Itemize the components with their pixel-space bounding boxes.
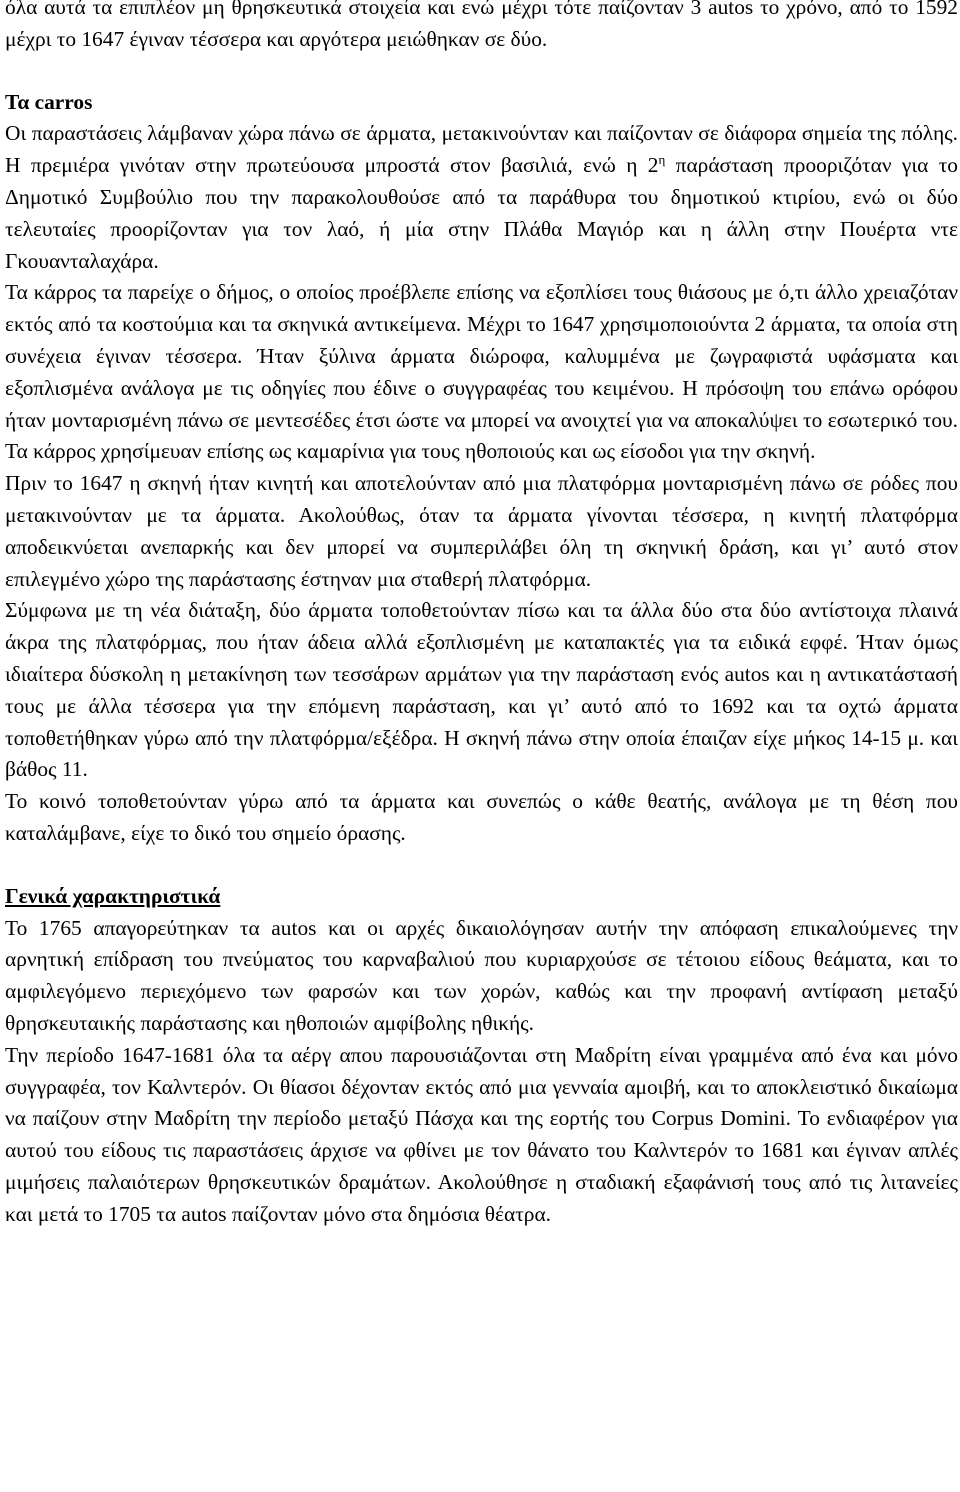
section-heading-carros: Τα carros	[5, 89, 93, 114]
intro-paragraph: όλα αυτά τα επιπλέον μη θρησκευτικά στοιχεία και ενώ μέχρι τότε παίζονταν 3 autos το χρόνο, από το 1592 μέχρι το 1647 έγιναν τέσσερα και αργότερα μειώθηκαν σε δύο.	[5, 0, 958, 51]
carros-paragraph-4: Σύμφωνα με τη νέα διάταξη, δύο άρματα τοποθετούνταν πίσω και τα άλλα δύο στα δύο αντίστοιχα πλαινά άκρα της πλατφόρμας, που ήταν άδεια αλλά εξοπλισμένη με καταπακτές για τα ειδικά εφφέ. Ήταν όμως ιδιαίτερα δύσκολη η μετακίνηση των τεσσάρων αρμάτων για την παράσταση ενός autos και η αντικατάστασή τους με άλλα τέσσερα για την επόμενη παράσταση, και γι’ αυτό από το 1692 και τα οχτώ άρματα τοποθετήθηκαν γύρω από την πλατφόρμα/εξέδρα. Η σκηνή πάνω στην οποία έπαιζαν είχε μήκος 14-15 μ. και βάθος 11.	[5, 598, 958, 782]
carros-paragraph-1-text-a: Οι παραστάσεις λάμβαναν χώρα πάνω σε άρματα, μετακινούνταν και παίζονταν σε διάφορα σημεία της πόλης. Η πρεμιέρα γινόταν στην πρωτεύουσα μπροστά στον βασιλιά, ενώ η 2	[5, 121, 958, 178]
ordinal-superscript: η	[658, 152, 666, 168]
general-paragraph-1: Το 1765 απαγορεύτηκαν τα autos και οι αρχές δικαιολόγησαν αυτήν την απόφαση επικαλούμενες την αρνητική επίδραση του πνεύματος του καρναβαλιού που κυριαρχούσε σε τέτοιου είδους θεάματα, και το αμφιλεγόμενο περιεχόμενο των φαρσών και των χορών, καθώς και την προφανή αντίφαση μεταξύ θρησκευταικής παράστασης και ηθοποιών αμφίβολης ηθικής.	[5, 915, 958, 1035]
carros-paragraph-2: Τα κάρρος τα παρείχε ο δήμος, ο οποίος προέβλεπε επίσης να εξοπλίσει τους θιάσους με ό,τι άλλο χρειαζόταν εκτός από τα κοστούμια και τα σκηνικά αντικείμενα. Μέχρι το 1647 χρησιμοποιούντα 2 άρματα, τα οποία στη συνέχεια έγιναν τέσσερα. Ήταν ξύλινα άρματα διώροφα, καλυμμένα με ζωγραφιστά υφάσματα και εξοπλισμένα ανάλογα με τις οδηγίες που έδινε ο συγγραφέας του κειμένου. Η πρόσοψη του επάνω ορόφου ήταν μονταρισμένη πάνω σε μεντεσέδες έτσι ώστε να μπορεί να ανοιχτεί για να αποκαλύψει το εσωτερικό του. Τα κάρρος χρησίμευαν επίσης ως καμαρίνια για τους ηθοποιούς και ως είσοδοι για την σκηνή.	[5, 280, 958, 464]
section-heading-general: Γενικά χαρακτηριστικά	[5, 883, 221, 908]
carros-paragraph-3: Πριν το 1647 η σκηνή ήταν κινητή και αποτελούνταν από μια πλατφόρμα μονταρισμένη πάνω σε ρόδες που μετακινούνταν με τα άρματα. Ακολούθως, όταν τα άρματα γίνονται τέσσερα, η κινητή πλατφόρμα αποδεικνύεται ανεπαρκής και δεν μπορεί να συμπεριλάβει όλη τη σκηνική δράση, και γι’ αυτό στον επιλεγμένο χώρο της παράστασης έστηναν μια σταθερή πλατφόρμα.	[5, 471, 958, 591]
carros-paragraph-1-text-b: παράσταση προοριζόταν για το Δημοτικό Συμβούλιο που την παρακολουθούσε από τα παράθυρα του δημοτικού κτιρίου, ενώ οι δύο τελευταίες προορίζονταν για τον λαό, ή μία στην Πλάθα Μαγιόρ και η άλλη στην Πουέρτα ντε Γκουανταλαχάρα.	[5, 153, 958, 273]
carros-paragraph-5: Το κοινό τοποθετούνταν γύρω από τα άρματα και συνεπώς ο κάθε θεατής, ανάλογα με τη θέση που καταλάμβανε, είχε το δικό του σημείο όρασης.	[5, 789, 958, 845]
carros-paragraph-1	[5, 118, 958, 277]
general-paragraph-2: Την περίοδο 1647-1681 όλα τα αέργ απου παρουσιάζονται στη Μαδρίτη είναι γραμμένα από ένα και μόνο συγγραφέα, τον Καλντερόν. Οι θίασοι δέχονταν εκτός από μια γενναία αμοιβή, και το αποκλειστικό δικαίωμα να παίζουν στην Μαδρίτη την περίοδο μεταξύ Πάσχα και της εορτής του Corpus Domini. Το ενδιαφέρον για αυτού του είδους τις παραστάσεις άρχισε να φθίνει με τον θάνατο του Καλντερόν το 1681 και έγιναν απλές μιμήσεις παλαιότερων θρησκευτικών δραμάτων. Ακολούθησε η σταδιακή εξαφάνισή τους από τις λιτανείες και μετά το 1705 τα autos παίζονταν μόνο στα δημόσια θέατρα.	[5, 1042, 958, 1226]
